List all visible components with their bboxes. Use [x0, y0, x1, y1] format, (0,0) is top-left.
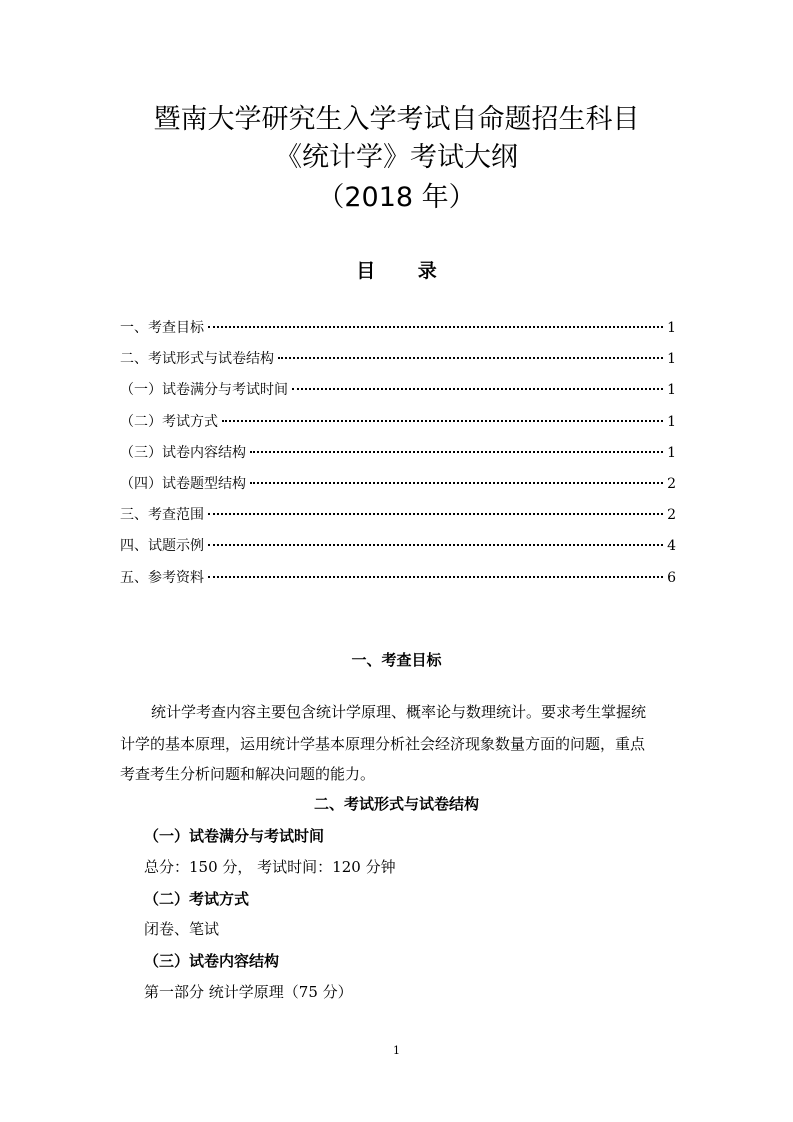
- content-structure-text: 第一部分 统计学原理（75 分）: [144, 983, 353, 1001]
- section-1-heading: 一、考查目标: [351, 651, 442, 669]
- toc-entry[interactable]: [120, 412, 676, 432]
- toc-entry-label: （四）试卷题型结构: [120, 476, 246, 492]
- toc-leader-dots: [208, 326, 663, 328]
- toc-entry[interactable]: [120, 505, 676, 525]
- toc-entry[interactable]: [120, 380, 676, 400]
- toc-leader-dots: [278, 357, 663, 359]
- paragraph-line: 计学的基本原理，运用统计学基本原理分析社会经济现象数量方面的问题，重点: [120, 735, 646, 753]
- title-line-3: （2018 年）: [317, 182, 476, 213]
- toc-entry[interactable]: [120, 568, 676, 588]
- toc-entry-label: 五、参考资料: [120, 569, 204, 586]
- subsection-heading: （二）考试方式: [144, 890, 250, 908]
- toc-entry[interactable]: [120, 443, 676, 463]
- toc-entry-label: （二）考试方式: [120, 413, 218, 430]
- toc-heading: 目 录: [356, 260, 455, 282]
- toc-entry[interactable]: [120, 349, 676, 369]
- toc-entry-label: （三）试卷内容结构: [120, 444, 246, 461]
- toc-entry-page: 2: [667, 507, 676, 524]
- toc-entry-label: 一、考查目标: [120, 320, 204, 336]
- toc-entry[interactable]: [120, 474, 676, 494]
- title-line-1: 暨南大学研究生入学考试自命题招生科目: [153, 104, 640, 135]
- exam-mode-text: 闭卷、笔试: [144, 920, 220, 938]
- subsection-heading: （三）试卷内容结构: [144, 952, 280, 970]
- toc-entry-page: 1: [667, 444, 676, 461]
- toc-entry-page: 1: [667, 320, 676, 336]
- toc-leader-dots: [208, 544, 663, 546]
- toc-entry-page: 6: [667, 569, 676, 586]
- toc-leader-dots: [208, 513, 663, 515]
- toc-leader-dots: [292, 388, 663, 390]
- toc-entry[interactable]: [120, 536, 676, 556]
- paragraph-line: 统计学考查内容主要包含统计学原理、概率论与数理统计。要求考生掌握统: [151, 703, 647, 721]
- toc-entry[interactable]: [120, 318, 676, 338]
- toc-leader-dots: [250, 451, 663, 453]
- toc-entry-page: 1: [667, 413, 676, 430]
- toc-entry-page: 2: [667, 476, 676, 492]
- section-2-heading: 二、考试形式与试卷结构: [313, 795, 479, 813]
- title-line-2: 《统计学》考试大纲: [275, 142, 518, 173]
- toc-entry-label: （一）试卷满分与考试时间: [120, 382, 288, 399]
- paragraph-line: 考查考生分析问题和解决问题的能力。: [120, 765, 376, 783]
- toc-entry-page: 1: [667, 351, 676, 368]
- toc-entry-label: 四、试题示例: [120, 538, 204, 555]
- score-time-text: 总分：150 分， 考试时间：120 分钟: [144, 858, 396, 876]
- toc-leader-dots: [208, 576, 663, 578]
- toc-entry-label: 三、考查范围: [120, 507, 204, 524]
- toc-entry-label: 二、考试形式与试卷结构: [120, 351, 274, 368]
- toc-entry-page: 4: [667, 538, 676, 555]
- subsection-heading: （一）试卷满分与考试时间: [144, 827, 325, 845]
- toc-entry-page: 1: [667, 382, 676, 399]
- page-number: 1: [393, 1044, 400, 1057]
- toc-leader-dots: [250, 482, 663, 484]
- toc-leader-dots: [222, 420, 663, 422]
